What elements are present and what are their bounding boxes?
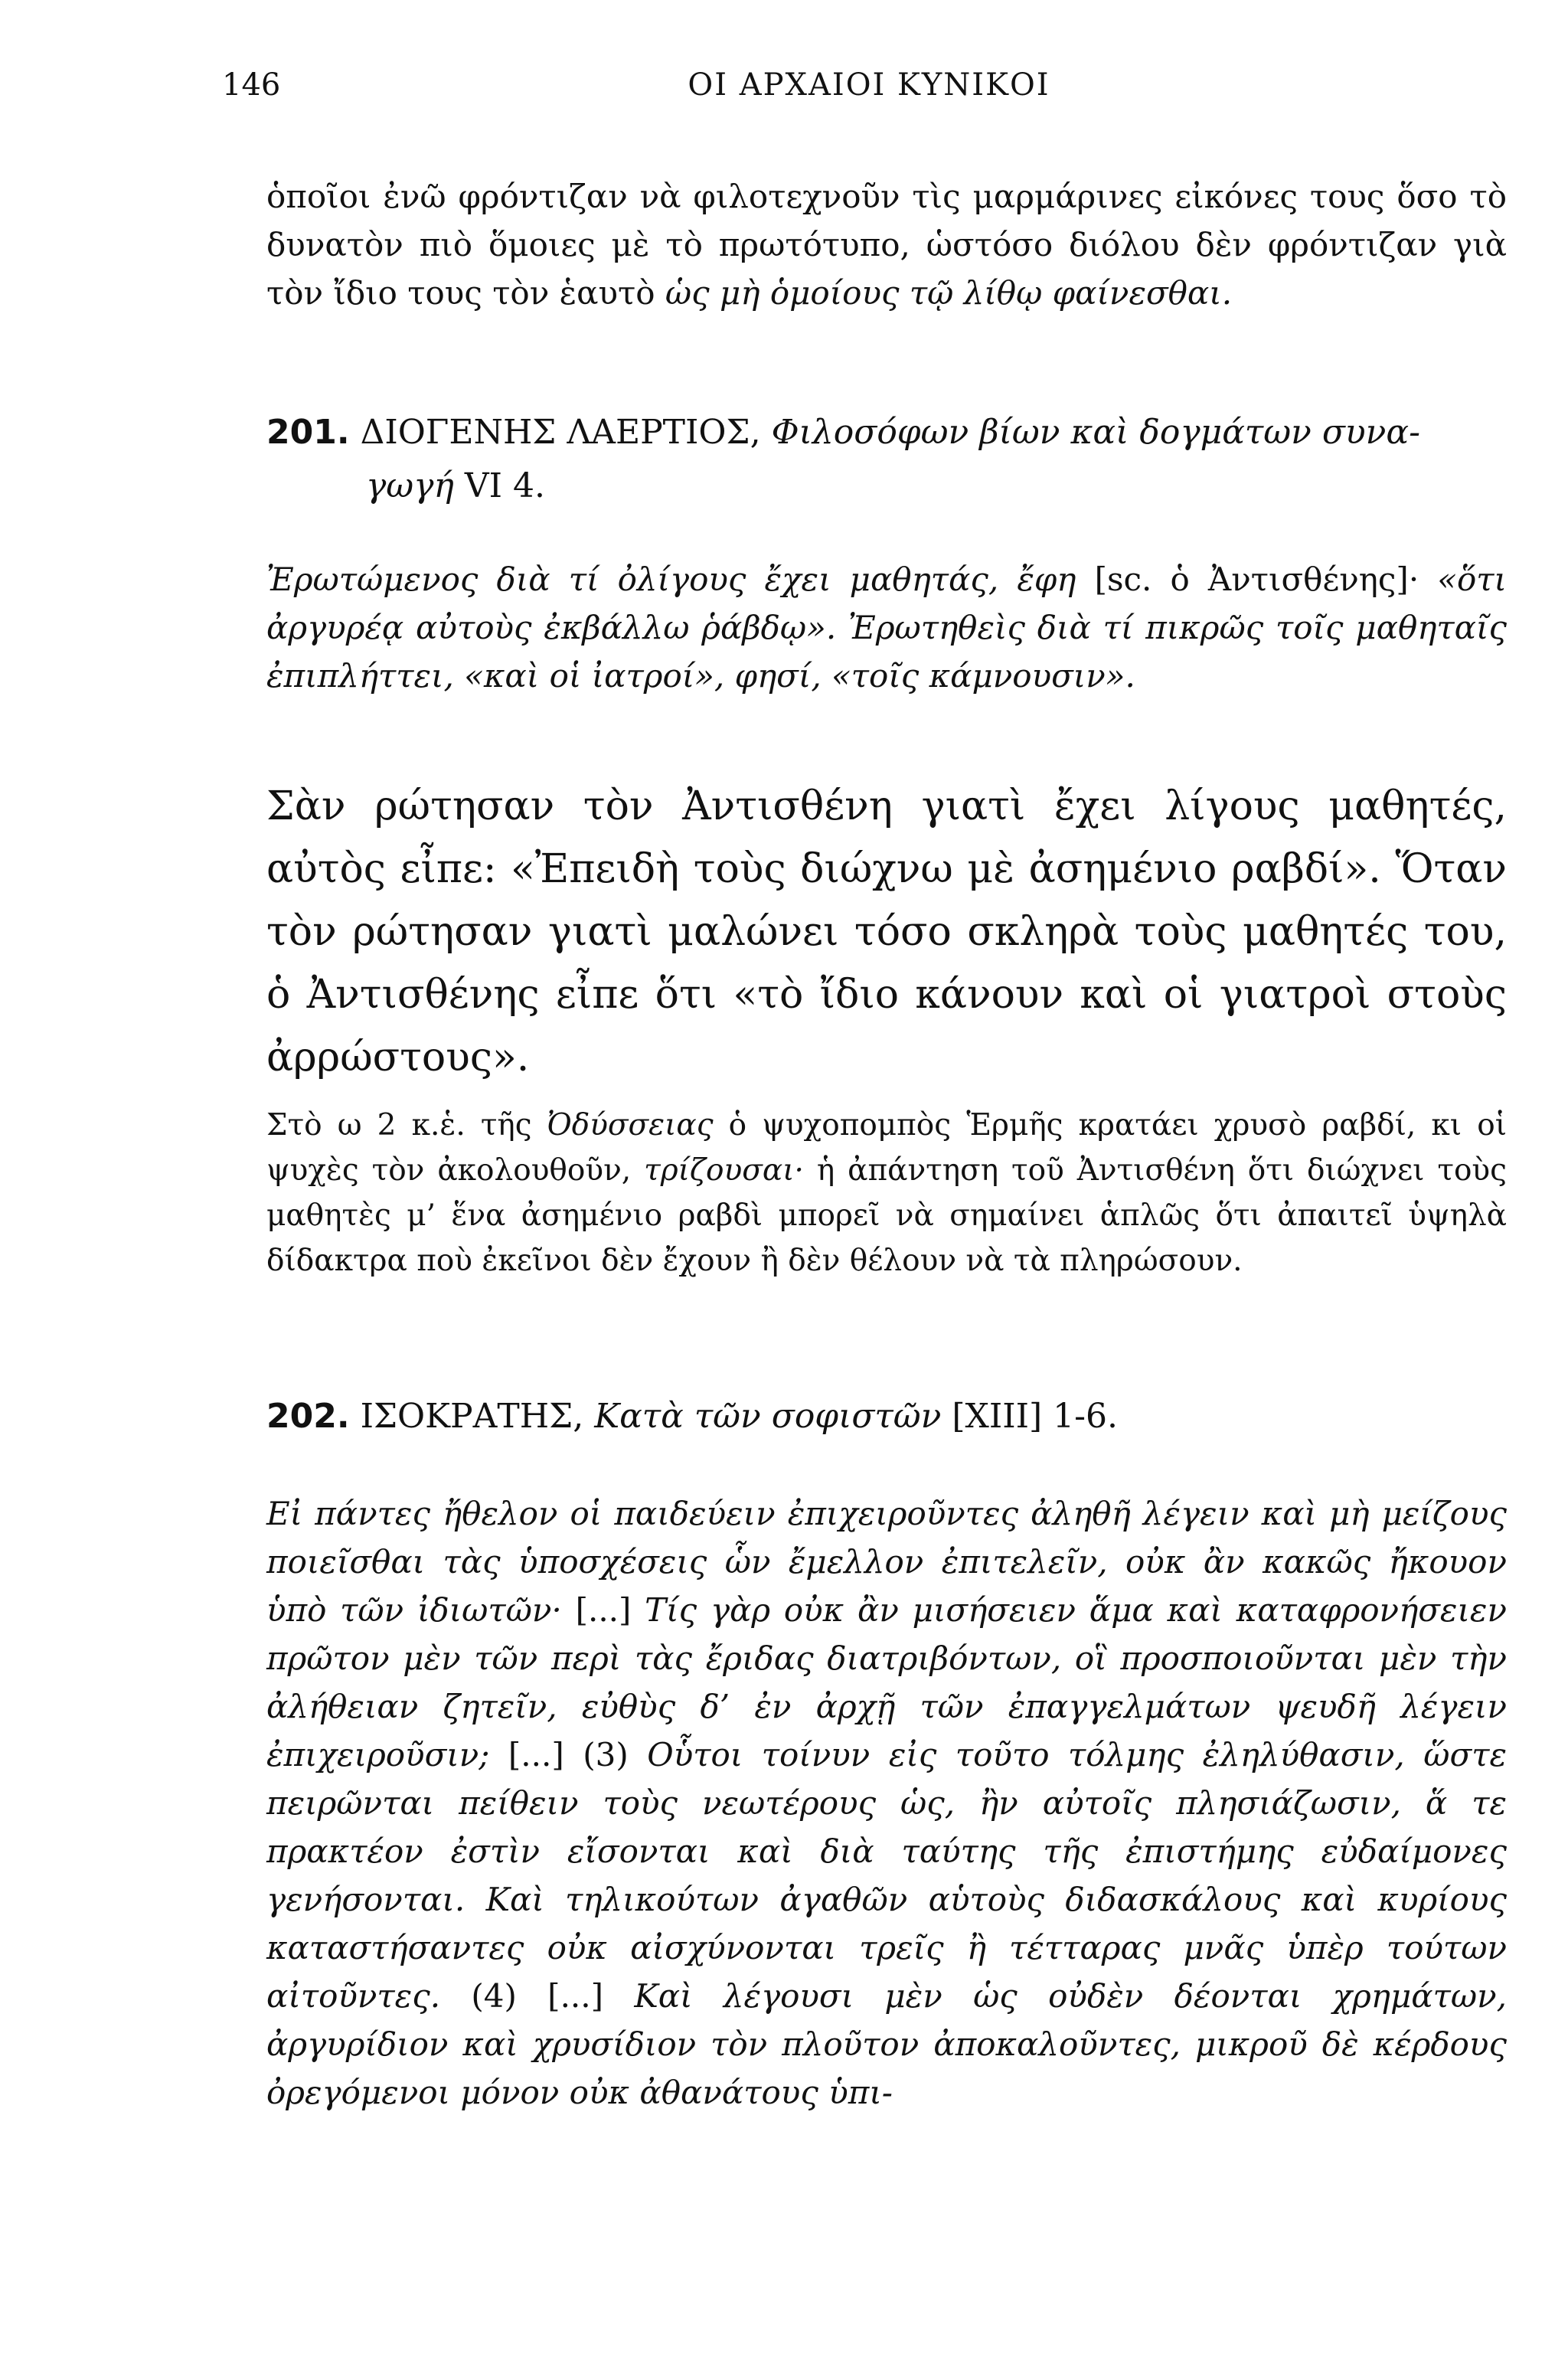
entry-author: ΔΙΟΓΕΝΗΣ ΛΑΕΡΤΙΟΣ, bbox=[360, 413, 761, 452]
translation-text: Σὰν ρώτησαν τὸν Ἀντισθένη γιατὶ ἔχει λίγους μαθητές, αὐτὸς εἶπε: «Ἐπειδὴ τοὺς διώχνω μὲ ἀσημένιο ραβδί». Ὅταν τὸν ρώτησαν γιατὶ μαλώνει τόσο σκληρὰ τοὺς μαθητές του, ὁ Ἀντισθένης εἶπε ὅτι «τὸ ἴδιο κάνουν καὶ οἱ γιατροὶ στοὺς ἀρρώστους». bbox=[266, 783, 1507, 1080]
commentary-text: Στὸ ω 2 κ.ἑ. τῆς bbox=[266, 1108, 547, 1143]
greek-text: Εἰ πάντες ἤθελον οἱ παιδεύειν ἐπιχειροῦντες ἀληθῆ λέγειν καὶ μὴ μείζους ποιεῖσθαι τὰς ὑποσχέσεις ὧν ἔμελλον ἐπιτελεῖν, οὐκ ἂν κακῶς ἤκουον ὑπὸ τῶν ἰδιωτῶν· bbox=[266, 1495, 1507, 1629]
entry-201-heading bbox=[266, 406, 1507, 513]
greek-text-continued: «ὅτι ἀργυρέᾳ αὐτοὺς ἐκβάλλω ῥάβδῳ». Ἐρωτηθεὶς διὰ τί πικρῶς τοῖς μαθηταῖς ἐπιπλήττει, «καὶ οἱ ἰατροί», φησί, «τοῖς κάμνουσιν». bbox=[266, 561, 1507, 695]
entry-work: Φιλοσόφων βίων καὶ δογμάτων συνα- bbox=[771, 413, 1420, 452]
entry-201-commentary bbox=[266, 1103, 1507, 1283]
entry-work: Κατὰ τῶν σοφιστῶν bbox=[594, 1397, 942, 1436]
running-title: ΟΙ ΑΡΧΑΙΟΙ ΚΥΝΙΚΟΙ bbox=[688, 67, 1050, 103]
commentary-text-3: ἡ ἀπάντηση τοῦ Ἀντισθένη ὅτι διώχνει τοὺς μαθητὲς μ’ ἕνα ἀσημένιο ραβδὶ μπορεῖ νὰ σημαίνει ἁπλῶς ὅτι ἀπαιτεῖ ὑψηλὰ δίδακτρα ποὺ ἐκεῖνοι δὲν ἔχουν ἢ δὲν θέλουν νὰ τὰ πληρώσουν. bbox=[266, 1153, 1507, 1278]
greek-text-4: Καὶ λέγουσι μὲν ὡς οὐδὲν δέονται χρημάτων, ἀργυρίδιον καὶ χρυσίδιον τὸν πλοῦτον ἀποκαλοῦντες, μικροῦ δὲ κέρδους ὀρεγόμενοι μόνον οὐκ ἀθανάτους ὑπι- bbox=[266, 1977, 1507, 2111]
entry-author: ΙΣΟΚΡΑΤΗΣ, bbox=[360, 1397, 584, 1436]
commentary-odyssey: Ὀδύσσειας bbox=[547, 1108, 714, 1143]
entry-reference: VI 4. bbox=[464, 466, 545, 505]
commentary-text-2: ὁ ψυχοπομπὸς Ἑρμῆς κρατάει χρυσὸ ραβδί, κι οἱ ψυχὲς τὸν ἀκολουθοῦν, bbox=[266, 1108, 1507, 1188]
greek-text-3: Οὗτοι τοίνυν εἰς τοῦτο τόλμης ἐληλύθασιν, ὥστε πειρῶνται πείθειν τοὺς νεωτέρους ὡς, ἢν αὐτοῖς πλησιάζωσιν, ἅ τε πρακτέον ἐστὶν εἴσονται καὶ διὰ ταύτης τῆς ἐπιστήμης εὐδαίμονες γενήσονται. Καὶ τηλικούτων ἀγαθῶν αὑτοὺς διδασκάλους καὶ κυρίους καταστήσαντες οὐκ αἰσχύνονται τρεῖς ἢ τέτταρας μνᾶς ὑπὲρ τούτων αἰτοῦντες. bbox=[266, 1736, 1507, 2015]
entry-number: 201. bbox=[266, 413, 350, 452]
entry-number: 202. bbox=[266, 1397, 350, 1436]
entry-201-translation bbox=[266, 775, 1507, 1089]
ellipsis: [...] bbox=[561, 1591, 645, 1629]
page-number: 146 bbox=[222, 67, 281, 103]
commentary-quote: τρίζουσαι· bbox=[644, 1153, 804, 1188]
section-marker-2: (4) [...] bbox=[440, 1977, 635, 2015]
greek-text-2: Τίς γὰρ οὐκ ἂν μισήσειεν ἅμα καὶ καταφρονήσειεν πρῶτον μὲν τῶν περὶ τὰς ἔριδας διατριβόντων, οἳ προσποιοῦνται μὲν τὴν ἀλήθειαν ζητεῖν, εὐθὺς δ’ ἐν ἀρχῇ τῶν ἐπαγγελμάτων ψευδῆ λέγειν ἐπιχειροῦσιν; bbox=[266, 1591, 1507, 1773]
intro-paragraph bbox=[266, 172, 1507, 317]
entry-work-continued: γωγή bbox=[366, 466, 454, 505]
intro-text: ὁποῖοι ἐνῶ φρόντιζαν νὰ φιλοτεχνοῦν τὶς μαρμάρινες εἰκόνες τους ὅσο τὸ δυνατὸν πιὸ ὅμοιες μὲ τὸ πρωτότυπο, ὡστόσο διόλου δὲν φρόντιζαν γιὰ τὸν ἴδιο τους τὸν ἑαυτὸ bbox=[266, 178, 1507, 312]
editorial-note: [sc. ὁ Ἀντισθένης]· bbox=[1094, 561, 1419, 598]
greek-text: Ἐρωτώμενος διὰ τί ὀλίγους ἔχει μαθητάς, ἔφη bbox=[266, 561, 1076, 598]
entry-202-greek bbox=[266, 1489, 1507, 2117]
section-marker: [...] (3) bbox=[489, 1736, 648, 1773]
page-header bbox=[222, 67, 1516, 113]
entry-202-heading bbox=[266, 1390, 1507, 1443]
entry-reference: [XIII] 1-6. bbox=[952, 1397, 1119, 1436]
entry-201-greek bbox=[266, 555, 1507, 700]
intro-quote: ὡς μὴ ὁμοίους τῷ λίθῳ φαίνεσθαι. bbox=[665, 274, 1233, 312]
